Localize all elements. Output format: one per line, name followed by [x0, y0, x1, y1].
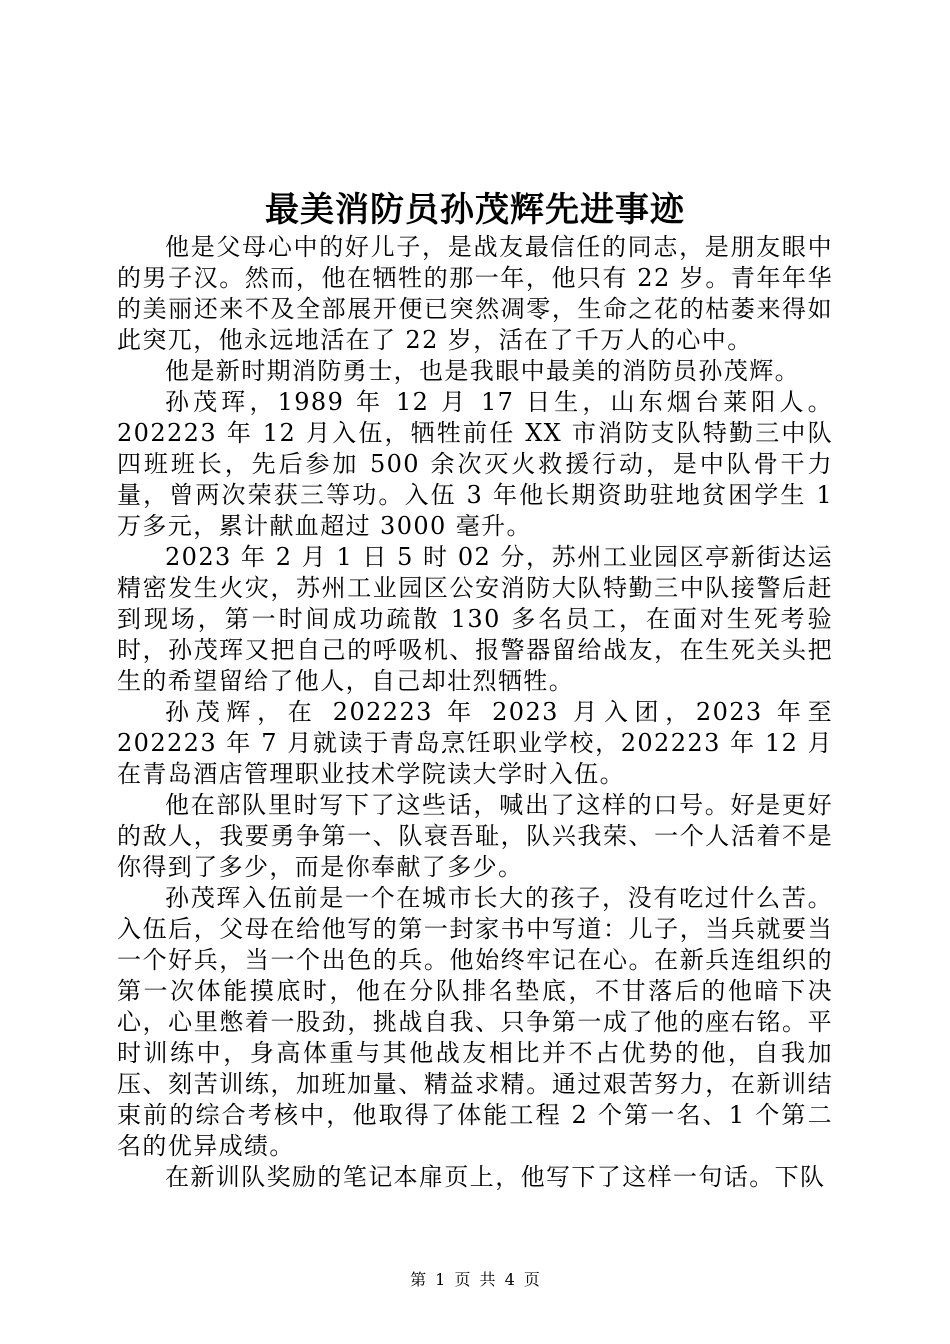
- body-paragraph: 他是父母心中的好儿子，是战友最信任的同志，是朋友眼中的男子汉。然而，他在牺牲的那一年，他只有 22 岁。青年年华的美丽还来不及全部展开便已突然凋零，生命之花的枯萎来得如此突兀，他永远地活在了 22 岁，活在了千万人的心中。: [117, 233, 833, 354]
- body-paragraph: 2023 年 2 月 1 日 5 时 02 分，苏州工业园区亭新街达运精密发生火灾，苏州工业园区公安消防大队特勤三中队接警后赶到现场，第一时间成功疏散 130 多名员工，在面对生死考验时，孙茂珲又把自己的呼吸机、报警器留给战友，在生死关头把生的希望留给了他人，自己却壮烈牺牲。: [117, 543, 833, 695]
- body-paragraph: 他是新时期消防勇士，也是我眼中最美的消防员孙茂辉。: [165, 357, 800, 385]
- page-footer: 第 1 页 共 4 页: [410, 1270, 540, 1289]
- body-paragraph: 孙茂珲入伍前是一个在城市长大的孩子，没有吃过什么苦。入伍后，父母在给他写的第一封家书中写道：儿子，当兵就要当一个好兵，当一个出色的兵。他始终牢记在心。在新兵连组织的第一次体能摸底时，他在分队排名垫底，不甘落后的他暗下决心，心里憋着一股劲，挑战自我、只争第一成了他的座右铭。平时训练中，身高体重与其他战友相比并不占优势的他，自我加压、刻苦训练，加班加量、精益求精。通过艰苦努力，在新训结束前的综合考核中，他取得了体能工程 2 个第一名、1 个第二名的优异成绩。: [117, 884, 833, 1160]
- body-paragraph: 他在部队里时写下了这些话，喊出了这样的口号。好是更好的敌人，我要勇争第一、队衰吾耻，队兴我荣、一个人活着不是你得到了多少，而是你奉献了多少。: [117, 791, 833, 881]
- body-paragraph: 孙茂珲，1989 年 12 月 17 日生，山东烟台莱阳人。202223 年 12 月入伍，牺牲前任 XX 市消防支队特勤三中队四班班长，先后参加 500 余次灭火救援行动，是中队骨干力量，曾两次荣获三等功。入伍 3 年他长期资助驻地贫困学生 1 万多元，累计献血超过 3000 毫升。: [117, 388, 833, 540]
- body-paragraph: 孙茂辉，在 202223 年 2023 月入团，2023 年至 202223 年 7 月就读于青岛烹饪职业学校，202223 年 12 月在青岛酒店管理职业技术学院读大学时入伍。: [117, 698, 833, 788]
- body-paragraph: 在新训队奖励的笔记本扉页上，他写下了这样一句话。下队: [165, 1163, 826, 1191]
- document-body: [117, 232, 833, 1193]
- document-title: 最美消防员孙茂辉先进事迹: [265, 190, 685, 230]
